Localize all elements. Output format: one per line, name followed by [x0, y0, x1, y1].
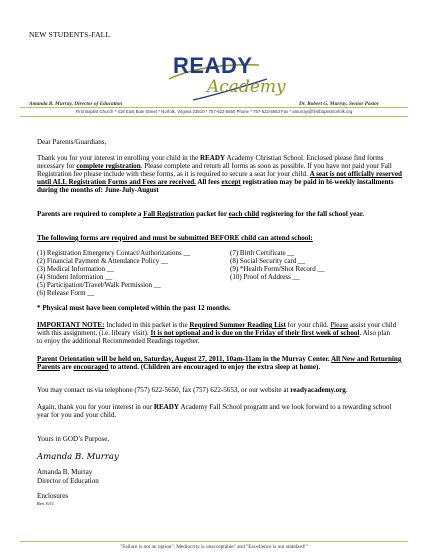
- header-label: NEW STUDENTS-FALL: [29, 30, 111, 39]
- packet-paragraph: Parents are required to complete a Fall Registration packet for each child registering for the fall school year.: [37, 210, 365, 218]
- contact-paragraph: You may contact us via telephone (757) 622-5650, fax (757) 622-5653, or our website at readyacademy.org.: [37, 386, 348, 394]
- thanks-paragraph: Again, thank you for your interest in our READY Academy Fall School program and we look forward to a rewarding school year for you and your child.: [37, 403, 392, 420]
- forms-list-right: [230, 249, 325, 281]
- revision: Rev. 6/11: [37, 501, 55, 506]
- list-item: (5) Participation/Travel/Walk Permission __: [37, 281, 161, 290]
- forms-list-left: [37, 249, 190, 298]
- closing: Yours in GOD’s Purpose,: [37, 435, 110, 443]
- director-name: Amanda B. Murray, Director of Education: [29, 101, 123, 107]
- orientation-paragraph: Parent Orientation will be held on, Saturday, August 27, 2011, 10am-11am in the Murray Center. All New and Returning Parents are encouraged to attend. (Children are encouraged to enjoy the extra sleep at home).: [37, 355, 402, 372]
- signature: Amanda B. Murray: [37, 452, 119, 462]
- ready-academy-logo: [163, 53, 286, 103]
- important-note: IMPORTANT NOTE: Included in this packet is the Required Summer Reading List for your child. Please assist your child with this assignment, (i.e. library visit). It is not optional and is due on the Friday of their first week of school. Also plan to enjoy the additional Recommended Readings together.: [37, 321, 397, 346]
- list-item: (2) Financial Payment & Attendance Policy __: [37, 257, 169, 266]
- list-item: (8) Social Security card __: [230, 257, 306, 266]
- list-item: (1) Registration Emergency Contact/Authorizations __: [37, 249, 191, 257]
- list-item: (9) *Health Form/Shot Record __: [230, 265, 325, 274]
- logo-text-top: READY: [173, 53, 253, 78]
- list-item: (7) Birth Certificate __: [230, 249, 295, 257]
- enclosures: Enclosures: [37, 492, 69, 500]
- letterhead-band: [20, 107, 408, 117]
- address-line: First Baptist Church * 418 East Bute Street * Norfolk, Virginia 23510 * 757-622-5650 Phone * 757-622-5653 Fax * amurray@firstbaptistnorfolk.org: [75, 109, 353, 114]
- signer-title: Director of Education: [37, 477, 99, 485]
- list-item: (3) Medical Information __: [37, 265, 114, 274]
- forms-heading: The following forms are required and must be submitted BEFORE child can attend school:: [37, 234, 313, 242]
- website-link[interactable]: readyacademy.org: [290, 386, 346, 394]
- logo-text-bottom: Academy: [207, 77, 286, 97]
- list-item: (4) Student Information __: [37, 273, 113, 282]
- signer-name: Amanda B. Murray: [37, 468, 93, 476]
- list-item: (10) Proof of Address __: [230, 273, 300, 282]
- footer-divider: [20, 541, 408, 542]
- pastor-name: Dr. Robert G. Murray, Senior Pastor: [299, 101, 379, 107]
- list-item: (6) Release Form __: [37, 289, 95, 298]
- physical-note: * Physical must have been completed within the past 12 months.: [37, 304, 231, 312]
- footer-motto: "Failure is not an option", Mediocrity is unacceptable" and "Excellence is our standard!": [120, 544, 308, 550]
- intro-paragraph: Thank you for your interest in enrolling your child in the READY Academy Christian School. Enclosed please find forms necessary for complete registration. Please complete and return all forms as soon as possible. If you have not paid your Fall Registration fee please include with these forms, as it is required to secure a seat for your child. A seat is not officially reserved until ALL Registration Forms and Fees are received. All fees except registration may be paid in bi-weekly installments during the months of: June-July-August: [37, 154, 402, 195]
- greeting: Dear Parents/Guardians,: [37, 138, 107, 146]
